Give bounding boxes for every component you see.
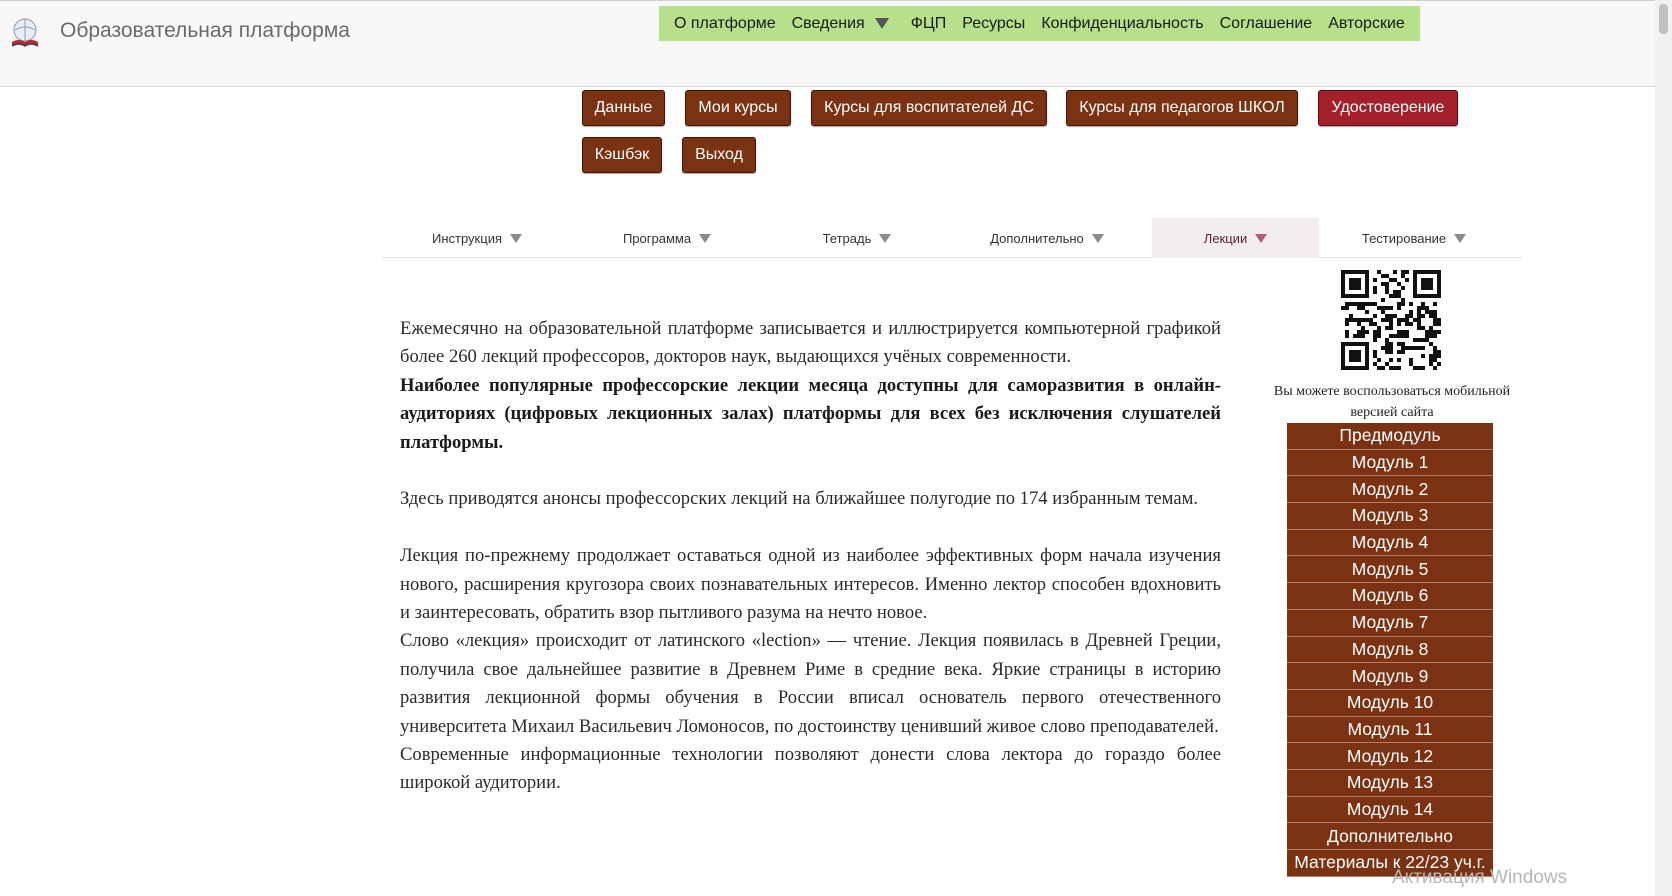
module-item[interactable]: Модуль 3 [1287, 503, 1493, 530]
nav-copyright-label: Авторские [1328, 14, 1405, 32]
qr-code-icon [1341, 270, 1441, 370]
nav-resources-label: Ресурсы [962, 14, 1026, 32]
module-item[interactable]: Модуль 14 [1287, 797, 1493, 824]
nav-privacy[interactable] [1033, 15, 1211, 33]
module-item[interactable]: Модуль 2 [1287, 476, 1493, 503]
tab-instruction[interactable] [382, 218, 572, 258]
module-item[interactable]: Модуль 7 [1287, 610, 1493, 637]
tab-notebook-label: Тетрадь [822, 230, 872, 246]
school-courses-button[interactable]: Курсы для педагогов ШКОЛ [1066, 90, 1298, 126]
intro-paragraph: Ежемесячно на образовательной платформе записывается и иллюстрируется компьютерной графикой более 260 лекций профессоров, докторов наук, выдающихся учёных современности. [400, 318, 1221, 368]
top-navigation [659, 6, 1420, 41]
tab-instruction-label: Инструкция [432, 230, 502, 246]
windows-activation-watermark: Активация Windows [1392, 867, 1568, 888]
nav-info-label: Сведения [791, 14, 865, 32]
triangle-down-icon [1255, 234, 1267, 243]
module-item[interactable]: Модуль 5 [1287, 556, 1493, 583]
nav-agreement[interactable] [1212, 15, 1321, 33]
course-tabs [382, 218, 1522, 258]
site-header [0, 0, 1672, 87]
nav-copyright[interactable] [1320, 15, 1413, 33]
triangle-down-icon [699, 234, 711, 243]
certificate-button[interactable]: Удостоверение [1318, 90, 1458, 126]
nav-fcp-label: ФЦП [910, 14, 947, 32]
module-item[interactable]: Модуль 8 [1287, 637, 1493, 664]
history-paragraph: Слово «лекция» происходит от латинского «lection» — чтение. Лекция появилась в Древней Греции, получила свое дальнейшее развитие в Древнем Риме в средние века. Яркие страницы в историю развития лекционной формы обучения в России вписал основатель первого отечественного университета Михаил Васильевич Ломоносов, по достоинству ценивший живое слово преподавателей. [400, 630, 1221, 737]
module-item[interactable]: Модуль 12 [1287, 743, 1493, 770]
triangle-down-icon [879, 234, 891, 243]
intro-bold-paragraph: Наиболее популярные профессорские лекции месяца доступны для саморазвития в онлайн-аудиториях (цифровых лекционных залах) платформы для всех без исключения слушателей платформы. [400, 374, 1221, 453]
nav-about-label: О платформе [674, 14, 776, 32]
nav-fcp[interactable] [903, 15, 955, 33]
nav-resources[interactable] [954, 15, 1033, 33]
module-list [1287, 423, 1493, 877]
preschool-courses-button[interactable]: Курсы для воспитателей ДС [811, 90, 1047, 126]
module-item[interactable]: Модуль 1 [1287, 450, 1493, 477]
module-item[interactable]: Модуль 10 [1287, 690, 1493, 717]
module-item[interactable]: Модуль 6 [1287, 583, 1493, 610]
tab-additional-label: Дополнительно [990, 230, 1084, 246]
module-item[interactable]: Предмодуль [1287, 423, 1493, 450]
cashback-button[interactable]: Кэшбэк [582, 137, 662, 173]
scrollbar-thumb[interactable] [1659, 4, 1668, 34]
module-item[interactable]: Модуль 11 [1287, 717, 1493, 744]
page-scrollbar[interactable] [1655, 0, 1672, 896]
tab-program[interactable] [572, 218, 762, 258]
nav-about[interactable] [666, 15, 784, 33]
tab-notebook[interactable] [762, 218, 952, 258]
technology-paragraph: Современные информационные технологии позволяют донести слова лектора до гораздо более широкой аудитории. [400, 744, 1221, 794]
triangle-down-icon [1454, 234, 1466, 243]
module-item[interactable]: Модуль 13 [1287, 770, 1493, 797]
tab-lectures[interactable] [1152, 218, 1319, 258]
data-button[interactable]: Данные [582, 90, 665, 126]
module-item[interactable]: Модуль 4 [1287, 530, 1493, 557]
tab-testing[interactable] [1319, 218, 1509, 258]
my-courses-button[interactable]: Мои курсы [685, 90, 791, 126]
logout-button[interactable]: Выход [682, 137, 756, 173]
lecture-description [400, 315, 1221, 798]
tab-testing-label: Тестирование [1361, 230, 1447, 246]
tab-program-label: Программа [622, 230, 692, 246]
tab-lectures-label: Лекции [1203, 230, 1248, 246]
nav-agreement-label: Соглашение [1219, 14, 1313, 32]
site-title[interactable]: Образовательная платформа [60, 19, 350, 42]
triangle-down-icon[interactable] [875, 18, 889, 29]
module-item[interactable]: Дополнительно [1287, 823, 1493, 850]
nav-privacy-label: Конфиденциальность [1041, 14, 1204, 32]
triangle-down-icon [510, 234, 522, 243]
lecture-paragraph: Лекция по-прежнему продолжает оставаться одной из наиболее эффективных форм начала изучения нового, расширения кругозора своих познавательных интересов. Именно лектор способен вдохновить и заинтересовать, обратить взор пытливого разума на нечто новое. [400, 545, 1221, 624]
module-item[interactable]: Модуль 9 [1287, 663, 1493, 690]
nav-info[interactable] [784, 15, 903, 33]
book-globe-logo-icon[interactable] [8, 17, 42, 51]
announcement-paragraph: Здесь приводятся анонсы профессорских лекций на ближайшее полугодие по 174 избранным темам. [400, 488, 1198, 510]
mobile-version-note: Вы можете воспользоваться мобильной версией сайта [1273, 384, 1511, 420]
triangle-down-icon [1092, 234, 1104, 243]
module-item[interactable]: Материалы к 22/23 уч.г. [1287, 850, 1493, 877]
tab-additional[interactable] [952, 218, 1142, 258]
